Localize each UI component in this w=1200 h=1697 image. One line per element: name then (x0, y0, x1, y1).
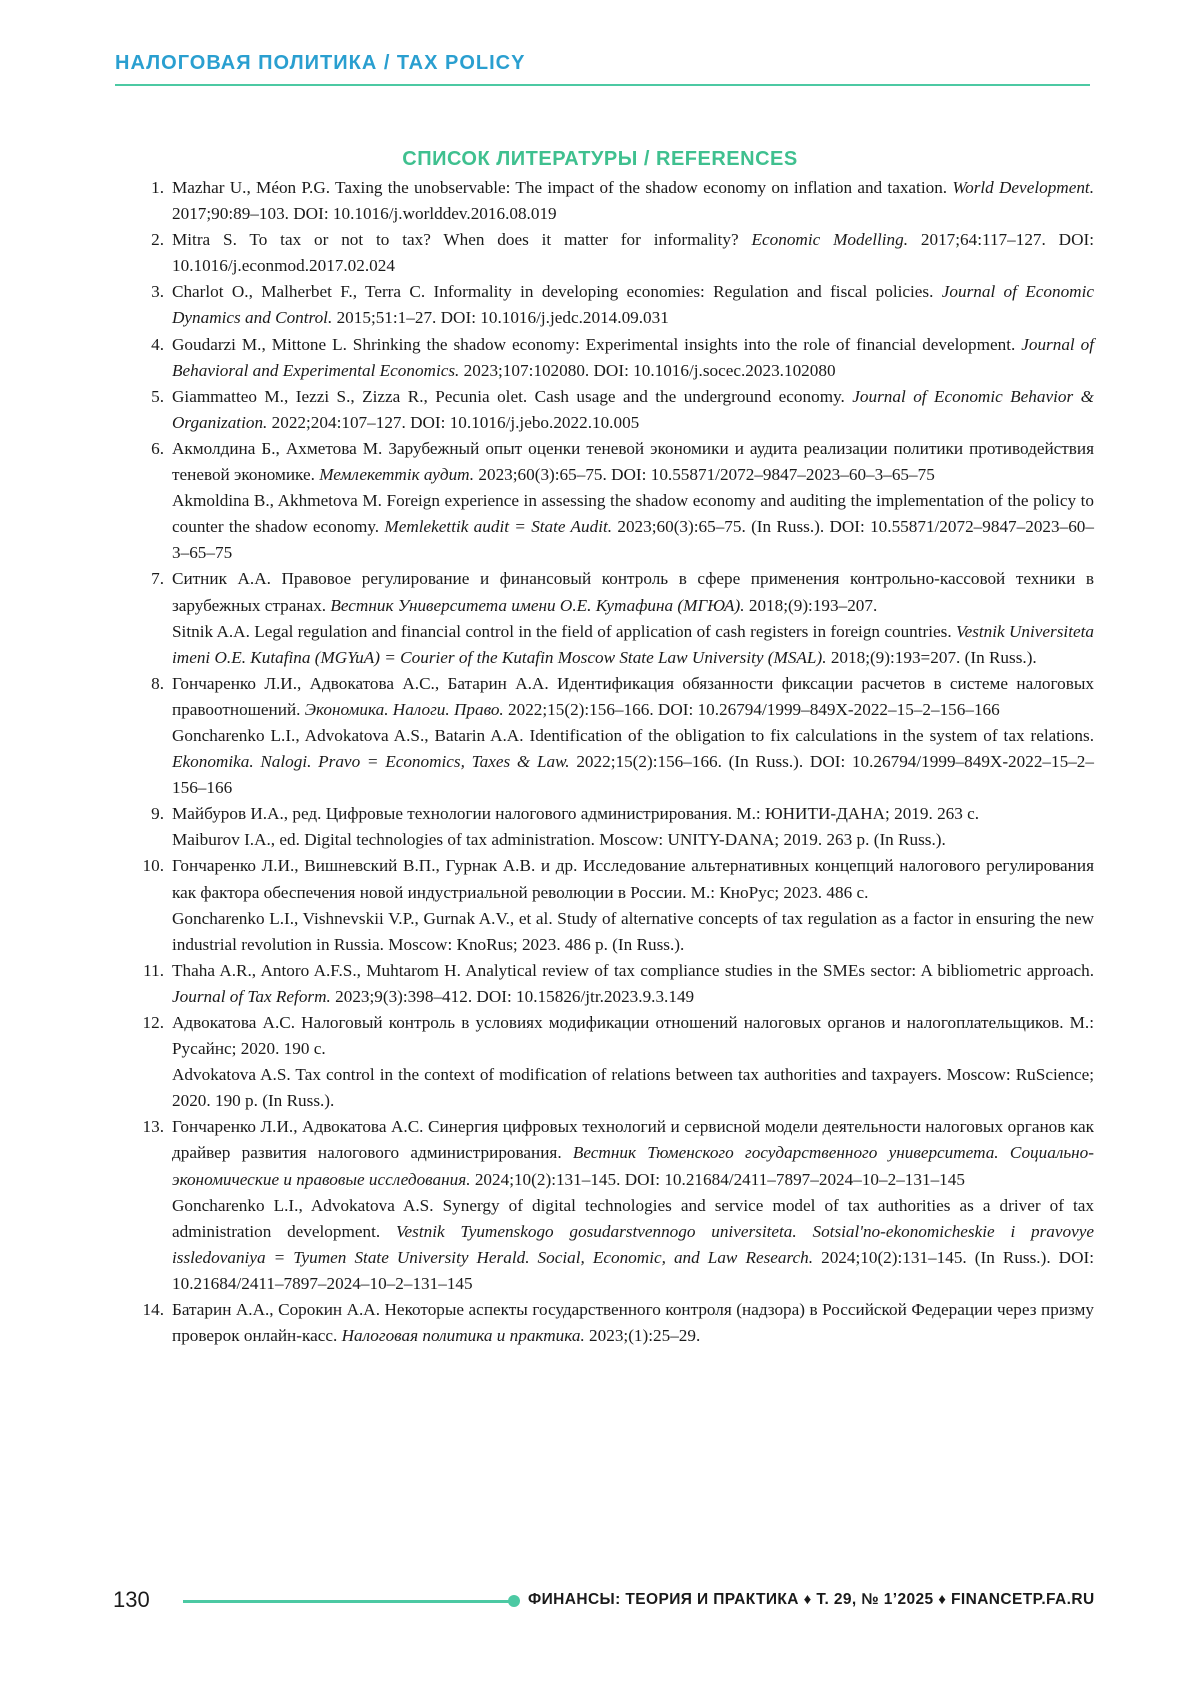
reference-text-segment: Sitnik A.A. Legal regulation and financial control in the field of application of cash registers in foreign countries. (172, 621, 956, 641)
reference-text-segment: 2023;60(3):65–75. DOI: 10.55871/2072–9847–2023–60–3–65–75 (474, 465, 935, 485)
reference-number: 8. (151, 673, 164, 693)
journal-website[interactable]: FINANCETP.FA.RU (951, 1591, 1095, 1608)
references-title: СПИСОК ЛИТЕРАТУРЫ / REFERENCES (402, 148, 798, 170)
reference-text-segment: Thaha A.R., Antoro A.F.S., Muhtarom H. Analytical review of tax compliance studies in the SMEs sector: A bibliometric approach. (172, 960, 1094, 980)
reference-text-segment: Гончаренко Л.И., Адвокатова А.С. Синергия цифровых технологий и сервисной модели деятельности налоговых органов как драйвер развития налогового администрирования. (172, 1117, 1094, 1163)
reference-source-title: Мемлекеттік аудит. (319, 465, 475, 485)
journal-name: ФИНАНСЫ: ТЕОРИЯ И ПРАКТИКА (528, 1591, 799, 1608)
reference-text (172, 436, 1094, 488)
reference-text-segment: 2017;64:117–127. DOI: 10.1016/j.econmod.2017.02.024 (172, 230, 1095, 276)
footer-rule (183, 1600, 513, 1603)
reference-source-title: Vestnik Tyumenskogo gosudarstvennogo universiteta. Sotsial'no-ekonomicheskie i pravovye issledovaniya = Tyumen State University Herald. Social, Economic, and Law Research. (172, 1221, 1094, 1267)
reference-item (134, 384, 1094, 436)
diamond-separator-icon: ♦ (803, 1591, 812, 1608)
reference-source-title: Journal of Economic Behavior & Organization. (172, 386, 1094, 432)
reference-text-segment: 2017;90:89–103. DOI: 10.1016/j.worlddev.2016.08.019 (172, 204, 557, 224)
reference-text-segment: 2023;60(3):65–75. (In Russ.). DOI: 10.55871/2072–9847–2023–60–3–65–75 (172, 517, 1094, 563)
reference-text (172, 566, 1094, 618)
reference-source-title: World Development. (952, 178, 1094, 197)
reference-number: 5. (151, 386, 164, 406)
reference-text-segment: 2023;9(3):398–412. DOI: 10.15826/jtr.2023.9.3.149 (330, 986, 695, 1006)
reference-item (134, 1010, 1094, 1114)
reference-text (172, 227, 1094, 279)
reference-text (172, 671, 1094, 723)
reference-source-title: Вестник Университета имени О.Е. Кутафина (МГЮА). (330, 595, 745, 615)
reference-text-segment: Mazhar U., Méon P.G. Taxing the unobservable: The impact of the shadow economy on inflation and taxation. (172, 178, 953, 197)
reference-number: 12. (142, 1013, 164, 1032)
reference-text (172, 1193, 1094, 1297)
reference-text (172, 1010, 1094, 1062)
reference-number: 11. (143, 960, 164, 980)
reference-text-segment: Maiburov I.A., ed. Digital technologies of tax administration. Moscow: UNITY-DANA; 2019. 263 p. (In Russ.). (172, 830, 946, 850)
reference-text (172, 1297, 1094, 1349)
reference-number: 9. (151, 804, 164, 824)
reference-text-segment: 2024;10(2):131–145. (In Russ.). DOI: 10.21684/2411–7897–2024–10–2–131–145 (172, 1247, 1094, 1293)
page-section-header: НАЛОГОВАЯ ПОЛИТИКА / TAX POLICY (115, 52, 526, 74)
reference-number: 6. (151, 438, 164, 458)
reference-item (134, 1114, 1094, 1297)
header-divider (115, 84, 1090, 86)
reference-text-segment: Майбуров И.А., ред. Цифровые технологии налогового администрирования. М.: ЮНИТИ-ДАНА; 2019. 263 с. (172, 804, 980, 824)
reference-text (172, 1062, 1094, 1114)
reference-text-segment: Адвокатова А.С. Налоговый контроль в условиях модификации отношений налоговых органов и налогоплательщиков. М.: Русайнс; 2020. 190 с. (172, 1013, 1094, 1059)
reference-text (172, 488, 1094, 566)
reference-text (172, 175, 1094, 227)
reference-text (172, 906, 1094, 958)
reference-text-segment: 2022;204:107–127. DOI: 10.1016/j.jebo.2022.10.005 (267, 412, 640, 432)
reference-text-segment: Advokatova A.S. Tax control in the context of modification of relations between tax authorities and taxpayers. Moscow: RuScience; 2020. 190 p. (In Russ.). (172, 1065, 1094, 1111)
reference-item (134, 436, 1094, 566)
reference-text-segment: Charlot O., Malherbet F., Terra C. Informality in developing economies: Regulation and fiscal policies. (172, 282, 942, 302)
reference-text (172, 1114, 1094, 1192)
reference-item (134, 332, 1094, 384)
footer-dot-icon (508, 1595, 520, 1607)
reference-text-segment: Giammatteo M., Iezzi S., Zizza R., Pecunia olet. Cash usage and the underground economy. (172, 386, 853, 406)
reference-list (134, 175, 1094, 1349)
reference-source-title: Ekonomika. Nalogi. Pravo = Economics, Taxes & Law. (172, 752, 570, 772)
reference-text-segment: Акмолдина Б., Ахметова М. Зарубежный опыт оценки теневой экономики и аудита реализации политики противодействия теневой экономике. (172, 438, 1094, 485)
diamond-separator-icon: ♦ (938, 1591, 947, 1608)
reference-item (134, 801, 1094, 853)
reference-item (134, 227, 1094, 279)
reference-number: 13. (142, 1117, 164, 1137)
reference-text-segment: 2018;(9):193–207. (744, 595, 878, 615)
reference-number: 2. (151, 230, 164, 250)
reference-item (134, 175, 1094, 227)
reference-text (172, 619, 1094, 671)
reference-text-segment: 2022;15(2):156–166. (In Russ.). DOI: 10.26794/1999–849X-2022–15–2–156–166 (172, 752, 1094, 798)
reference-text-segment: Goncharenko L.I., Vishnevskii V.P., Gurnak A.V., et al. Study of alternative concepts of tax regulation as a factor in ensuring the new industrial revolution in Russia. Moscow: KnoRus; 2023. 486 p. (In Russ.). (172, 908, 1094, 954)
reference-source-title: Экономика. Налоги. Право. (304, 699, 504, 719)
reference-item (134, 671, 1094, 801)
reference-text-segment: 2023;(1):25–29. (584, 1326, 701, 1346)
journal-issue: Т. 29, № 1’2025 (816, 1591, 934, 1608)
reference-text-segment: Mitra S. To tax or not to tax? When does it matter for informality? (172, 230, 752, 250)
reference-text-segment: 2015;51:1–27. DOI: 10.1016/j.jedc.2014.09.031 (332, 308, 669, 328)
reference-item (134, 958, 1094, 1010)
reference-text (172, 958, 1094, 1010)
reference-text (172, 853, 1094, 905)
reference-source-title: Memlekettik audit = State Audit. (384, 517, 613, 537)
reference-number: 4. (151, 334, 164, 354)
reference-text (172, 279, 1094, 331)
reference-source-title: Vestnik Universiteta imeni O.E. Kutafina (MGYuA) = Courier of the Kutafin Moscow State Law University (MSAL). (172, 621, 1094, 667)
reference-text-segment: Гончаренко Л.И., Вишневский В.П., Гурнак А.В. и др. Исследование альтернативных концепций налогового регулирования как фактора обеспечения новой индустриальной революции в России. М.: КноРус; 2023. 486 с. (172, 856, 1094, 902)
reference-text-segment: 2022;15(2):156–166. DOI: 10.26794/1999–849X-2022–15–2–156–166 (503, 699, 1000, 719)
footer-journal-info (528, 1591, 1095, 1609)
reference-text-segment: 2024;10(2):131–145. DOI: 10.21684/2411–7897–2024–10–2–131–145 (470, 1169, 965, 1189)
reference-number: 14. (142, 1300, 164, 1320)
reference-number: 10. (142, 856, 164, 876)
reference-text-segment: Гончаренко Л.И., Адвокатова А.С., Батарин А.А. Идентификация обязанности фиксации расчетов в системе налоговых правоотношений. (172, 673, 1094, 719)
reference-item (134, 853, 1094, 957)
reference-text-segment: Goncharenko L.I., Advokatova A.S. Synergy of digital technologies and service model of tax authorities as a driver of tax administration development. (172, 1195, 1094, 1241)
reference-source-title: Налоговая политика и практика. (341, 1326, 585, 1346)
reference-source-title: Journal of Behavioral and Experimental Economics. (172, 334, 1094, 380)
reference-text (172, 723, 1094, 801)
reference-text-segment: Ситник А.А. Правовое регулирование и финансовый контроль в сфере применения контрольно-кассовой техники в зарубежных странах. (172, 569, 1094, 615)
reference-text-segment: Goudarzi M., Mittone L. Shrinking the shadow economy: Experimental insights into the role of financial development. (172, 334, 1022, 354)
reference-text-segment: Батарин А.А., Сорокин А.А. Некоторые аспекты государственного контроля (надзора) в Российской Федерации через призму проверок онлайн-касс. (172, 1300, 1094, 1346)
reference-number: 1. (151, 178, 164, 197)
reference-source-title: Journal of Tax Reform. (172, 986, 331, 1006)
reference-text (172, 827, 1094, 853)
reference-item (134, 1297, 1094, 1349)
reference-source-title: Journal of Economic Dynamics and Control. (172, 282, 1095, 328)
reference-text-segment: 2023;107:102080. DOI: 10.1016/j.socec.2023.102080 (459, 360, 836, 380)
reference-text (172, 384, 1094, 436)
reference-text (172, 332, 1094, 384)
reference-text-segment: 2018;(9):193=207. (In Russ.). (826, 647, 1037, 667)
reference-item (134, 279, 1094, 331)
reference-text-segment: Goncharenko L.I., Advokatova A.S., Batarin A.A. Identification of the obligation to fix calculations in the system of tax relations. (172, 725, 1094, 745)
reference-text-segment: Akmoldina B., Akhmetova M. Foreign experience in assessing the shadow economy and auditing the implementation of the policy to counter the shadow economy. (172, 491, 1094, 537)
reference-text (172, 801, 1094, 827)
reference-number: 7. (151, 569, 164, 589)
reference-source-title: Вестник Тюменского государственного университета. Социально-экономические и правовые исследования. (172, 1143, 1094, 1189)
page-number: 130 (113, 1587, 150, 1612)
reference-number: 3. (151, 282, 164, 302)
reference-source-title: Economic Modelling. (751, 230, 909, 250)
reference-item (134, 566, 1094, 670)
